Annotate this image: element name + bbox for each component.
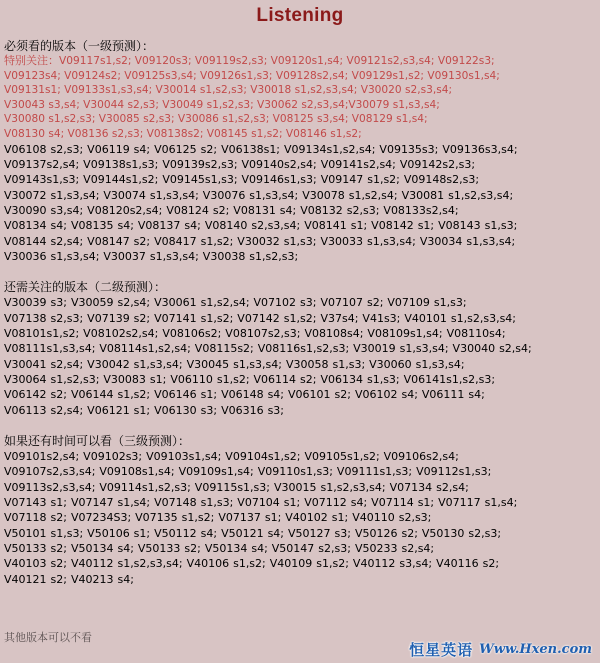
code-line: V06142 s2; V06144 s1,s2; V06146 s1; V06148 s4; V06101 s2; V06102 s4; V06111 s4; (4, 388, 485, 402)
code-line: V09113s2,s3,s4; V09114s1,s2,s3; V09115s1,s3; V30015 s1,s2,s3,s4; V07134 s2,s4; (4, 480, 469, 494)
special-attention-line: V30043 s3,s4; V30044 s2,s3; V30049 s1,s2,s3; V30062 s2,s3,s4;V30079 s1,s3,s4; (4, 98, 440, 111)
brand-name: 恒星英语 (409, 640, 474, 659)
section-level-1 (4, 38, 596, 264)
code-line: V50101 s1,s3; V50106 s1; V50112 s4; V50121 s4; V50127 s3; V50126 s2; V50130 s2,s3; (4, 526, 502, 540)
code-line: V50133 s2; V50134 s4; V50133 s2; V50134 s4; V50147 s2,s3; V50233 s2,s4; (4, 542, 435, 556)
code-line: V07118 s2; V07234S3; V07135 s1,s2; V07137 s1; V40102 s1; V40110 s2,s3; (4, 511, 432, 525)
page-title: Listening (256, 5, 344, 26)
special-attention-codes: V09117s1,s2; V09120s3; V09119s2,s3; V09120s1,s4; V09121s2,s3,s4; V09122s3; (59, 55, 495, 67)
code-line: V40103 s2; V40112 s1,s2,s3,s4; V40106 s1,s2; V40109 s1,s2; V40112 s3,s4; V40116 s2; (4, 557, 500, 571)
code-line: V08134 s4; V08135 s4; V08137 s4; V08140 s2,s3,s4; V08141 s1; V08142 s1; V08143 s1,s3; (4, 219, 518, 233)
section-level-3 (4, 433, 596, 587)
footer-note: 其他版本可以不看 (4, 631, 92, 644)
code-line: V07138 s2,s3; V07139 s2; V07141 s1,s2; V07142 s1,s2; V37s4; V41s3; V40101 s1,s2,s3,s4; (4, 311, 516, 325)
code-line: V06108 s2,s3; V06119 s4; V06125 s2; V06138s1; V09134s1,s2,s4; V09135s3; V09136s3,s4; (4, 142, 518, 156)
special-attention-line: V30080 s1,s2,s3; V30085 s2,s3; V30086 s1,s2,s3; V08125 s3,s4; V08129 s1,s4; (4, 113, 428, 126)
code-line: V40121 s2; V40213 s4; (4, 572, 134, 586)
code-line: V30039 s3; V30059 s2,s4; V30061 s1,s2,s4; V07102 s3; V07107 s2; V07109 s1,s3; (4, 296, 467, 310)
code-line: V07143 s1; V07147 s1,s4; V07148 s1,s3; V07104 s1; V07112 s4; V07114 s1; V07117 s1,s4; (4, 496, 518, 510)
code-line: V08101s1,s2; V08102s2,s4; V08106s2; V08107s2,s3; V08108s4; V08109s1,s4; V08110s4; (4, 327, 506, 340)
special-attention-line: V09123s4; V09124s2; V09125s3,s4; V09126s1,s3; V09128s2,s4; V09129s1,s2; V09130s1,s4; (4, 69, 500, 82)
section-spacer (4, 418, 596, 433)
section-level-2 (4, 279, 596, 418)
level-2-code-list (4, 295, 596, 418)
code-line: V08111s1,s3,s4; V08114s1,s2,s4; V08115s2; V08116s1,s2,s3; V30019 s1,s3,s4; V30040 s2,s4; (4, 342, 532, 356)
code-line: V09107s2,s3,s4; V09108s1,s4; V09109s1,s4; V09110s1,s3; V09111s1,s3; V09112s1,s3; (4, 465, 492, 479)
code-line: V30090 s3,s4; V08120s2,s4; V08124 s2; V08131 s4; V08132 s2,s3; V08133s2,s4; (4, 203, 459, 217)
code-line: V09101s2,s4; V09102s3; V09103s1,s4; V09104s1,s2; V09105s1,s2; V09106s2,s4; (4, 450, 459, 464)
brand-url: Www.Hxen.com (479, 641, 592, 657)
code-line: V30041 s2,s4; V30042 s1,s3,s4; V30045 s1,s3,s4; V30058 s1,s3; V30060 s1,s3,s4; (4, 357, 465, 371)
code-line: V06113 s2,s4; V06121 s1; V06130 s3; V06316 s3; (4, 403, 285, 417)
special-attention-line: V09131s1; V09133s1,s3,s4; V30014 s1,s2,s3; V30018 s1,s2,s3,s4; V30020 s2,s3,s4; (4, 84, 453, 97)
level-3-code-list (4, 449, 596, 587)
code-line: V08144 s2,s4; V08147 s2; V08417 s1,s2; V30032 s1,s3; V30033 s1,s3,s4; V30034 s1,s3,s4; (4, 234, 516, 248)
special-attention-line: V08130 s4; V08136 s2,s3; V08138s2; V08145 s1,s2; V08146 s1,s2; (4, 127, 362, 140)
code-line: V09137s2,s4; V09138s1,s3; V09139s2,s3; V09140s2,s4; V09141s2,s4; V09142s2,s3; (4, 157, 476, 171)
special-attention-block (4, 54, 596, 142)
section-heading-level-2: 还需关注的版本（二级预测）： (4, 280, 167, 295)
code-line: V30064 s1,s2,s3; V30083 s1; V06110 s1,s2; V06114 s2; V06134 s1,s3; V06141s1,s2,s3; (4, 373, 496, 387)
special-attention-line (4, 54, 596, 69)
section-spacer (4, 264, 596, 279)
section-heading-level-1: 必须看的版本（一级预测）： (4, 39, 155, 53)
code-line: V09143s1,s3; V09144s1,s2; V09145s1,s3; V09146s1,s3; V09147 s1,s2; V09148s2,s3; (4, 173, 480, 187)
brand-watermark (409, 639, 592, 659)
special-attention-label: 特别关注： (4, 54, 59, 67)
code-line: V30072 s1,s3,s4; V30074 s1,s3,s4; V30076 s1,s3,s4; V30078 s1,s2,s4; V30081 s1,s2,s3,s4; (4, 188, 514, 202)
section-heading-level-3: 如果还有时间可以看（三级预测）： (4, 434, 191, 449)
level-1-code-list (4, 142, 596, 265)
code-line: V30036 s1,s3,s4; V30037 s1,s3,s4; V30038 s1,s2,s3; (4, 249, 299, 263)
